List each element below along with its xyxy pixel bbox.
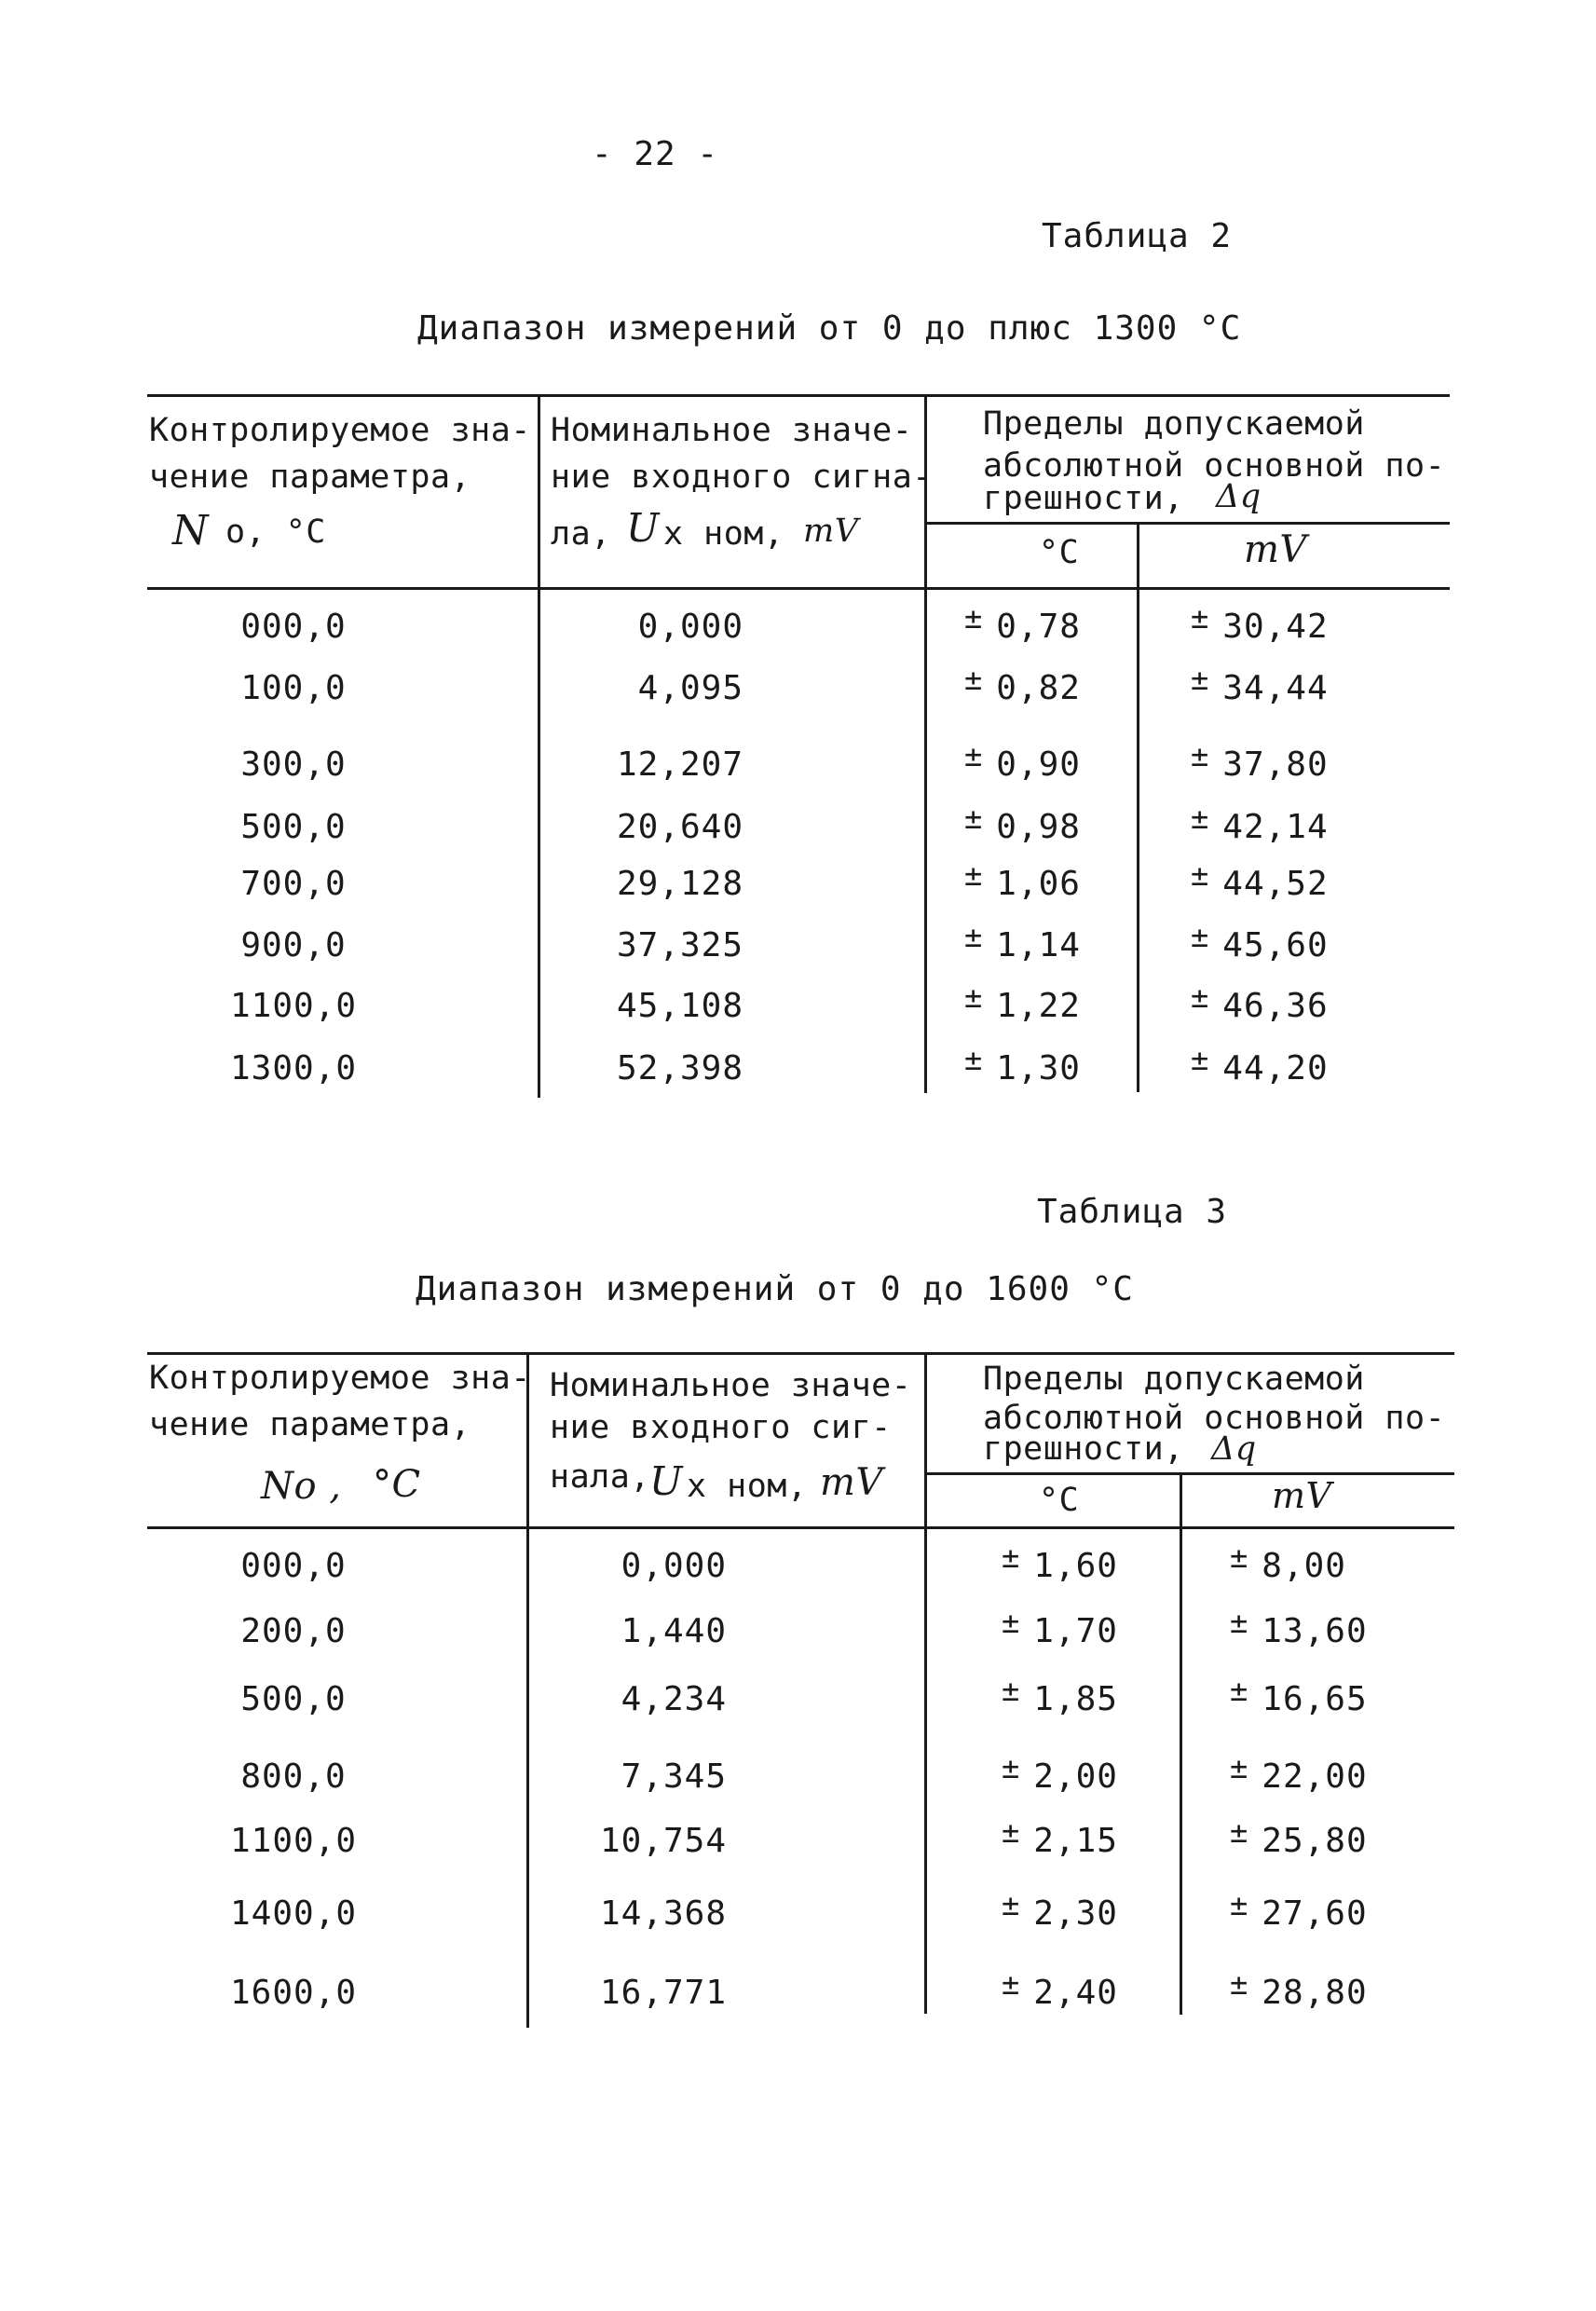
plus-minus-sign: ± — [964, 662, 984, 697]
row-param-value: 500,0 — [240, 808, 347, 846]
table-3-h3-line3: грешности, — [983, 1430, 1184, 1468]
plus-minus-sign: ± — [1230, 1673, 1249, 1708]
row-nominal-signal: 10,754 — [599, 1822, 727, 1860]
row-param-value: 200,0 — [240, 1612, 347, 1650]
row-error-mv: ± 25,80 — [1230, 1814, 1368, 1860]
plus-minus-sign: ± — [1230, 1814, 1249, 1850]
table-3-h2-unit-mv: mV — [820, 1461, 883, 1504]
table-3-sub-c: °С — [1039, 1482, 1080, 1519]
plus-minus-sign: ± — [964, 800, 984, 836]
row-param-value: 1300,0 — [229, 1049, 358, 1087]
table-2-h1-symbol: N — [172, 507, 209, 554]
row-error-c: ± 1,60 — [1002, 1539, 1118, 1585]
row-param-value: 000,0 — [240, 1547, 347, 1585]
row-param-value: 500,0 — [240, 1680, 347, 1718]
row-error-c: ± 1,70 — [1002, 1605, 1118, 1650]
plus-minus-sign: ± — [964, 600, 984, 636]
table-3-header-rule — [147, 1526, 1454, 1529]
row-nominal-signal: 4,234 — [621, 1680, 727, 1718]
row-param-value: 900,0 — [240, 926, 347, 964]
table-2-h2-line2: ние входного сигна- — [551, 458, 933, 496]
row-error-mv: ± 13,60 — [1230, 1605, 1368, 1650]
table-3-h3-symbol: Δq — [1211, 1430, 1257, 1468]
plus-minus-sign: ± — [1191, 979, 1210, 1015]
table-2-col-divider-3 — [1137, 524, 1139, 1092]
plus-minus-sign: ± — [1002, 1814, 1021, 1850]
table-2-h2-symbol: U — [626, 505, 660, 551]
row-error-mv: ± 46,36 — [1191, 979, 1329, 1025]
plus-minus-sign: ± — [1002, 1673, 1021, 1708]
plus-minus-sign: ± — [1002, 1605, 1021, 1640]
plus-minus-sign: ± — [1002, 1966, 1021, 2002]
row-error-c: ± 2,00 — [1002, 1750, 1118, 1796]
row-error-mv: ± 34,44 — [1191, 662, 1329, 707]
row-param-value: 1100,0 — [229, 987, 358, 1025]
plus-minus-sign: ± — [964, 919, 984, 954]
row-error-mv: ± 42,14 — [1191, 800, 1329, 846]
plus-minus-sign: ± — [1230, 1750, 1249, 1785]
row-error-c: ± 1,06 — [964, 857, 1081, 903]
row-param-value: 100,0 — [240, 669, 347, 707]
plus-minus-sign: ± — [1191, 662, 1210, 697]
table-3-h2-line3: нала, — [550, 1458, 650, 1496]
row-error-mv: ± 8,00 — [1230, 1539, 1346, 1585]
row-param-value: 300,0 — [240, 745, 347, 784]
row-error-mv: ± 45,60 — [1191, 919, 1329, 964]
row-error-c: ± 0,98 — [964, 800, 1081, 846]
plus-minus-sign: ± — [1191, 919, 1210, 954]
row-error-c: ± 2,15 — [1002, 1814, 1118, 1860]
row-nominal-signal: 0,000 — [637, 608, 743, 646]
table-3-col-divider-2 — [924, 1352, 927, 2014]
row-error-c: ± 0,82 — [964, 662, 1081, 707]
table-3-h3-line2: абсолютной основной по- — [983, 1400, 1446, 1437]
row-error-mv: ± 44,20 — [1191, 1042, 1329, 1087]
plus-minus-sign: ± — [1002, 1539, 1021, 1575]
row-error-c: ± 1,30 — [964, 1042, 1081, 1087]
row-nominal-signal: 7,345 — [621, 1757, 727, 1796]
plus-minus-sign: ± — [964, 979, 984, 1015]
page-number: - 22 - — [592, 135, 719, 173]
row-nominal-signal: 52,398 — [616, 1049, 743, 1087]
table-3-h1-line2: чение параметра, — [149, 1406, 471, 1443]
row-param-value: 1400,0 — [229, 1894, 358, 1933]
table-2-h1-line2: чение параметра, — [149, 458, 471, 496]
row-error-c: ± 0,90 — [964, 738, 1081, 784]
plus-minus-sign: ± — [1191, 1042, 1210, 1077]
row-error-mv: ± 22,00 — [1230, 1750, 1368, 1796]
table-3-h1-unit: °C — [373, 1463, 421, 1506]
plus-minus-sign: ± — [1002, 1750, 1021, 1785]
table-2-header-rule — [147, 587, 1450, 590]
table-3-h1-symbol: No , — [261, 1465, 342, 1508]
table-3-col-divider-3 — [1180, 1474, 1182, 2015]
row-error-mv: ± 44,52 — [1191, 857, 1329, 903]
plus-minus-sign: ± — [1230, 1966, 1249, 2002]
table-2-sub-c: °С — [1039, 534, 1080, 571]
row-error-c: ± 1,14 — [964, 919, 1081, 964]
row-param-value: 000,0 — [240, 608, 347, 646]
table-2-h3-line2: абсолютной основной по- — [983, 447, 1446, 485]
plus-minus-sign: ± — [1191, 800, 1210, 836]
plus-minus-sign: ± — [1191, 600, 1210, 636]
row-error-mv: ± 37,80 — [1191, 738, 1329, 784]
row-nominal-signal: 1,440 — [621, 1612, 727, 1650]
plus-minus-sign: ± — [1191, 857, 1210, 893]
row-error-c: ± 2,40 — [1002, 1966, 1118, 2012]
plus-minus-sign: ± — [964, 738, 984, 773]
table-3-title: Диапазон измерений от 0 до 1600 °С — [416, 1270, 1134, 1308]
table-3-sub-mv: mV — [1272, 1475, 1332, 1516]
row-nominal-signal: 0,000 — [621, 1547, 727, 1585]
plus-minus-sign: ± — [1002, 1887, 1021, 1922]
table-2-h3-line1: Пределы допускаемой — [983, 405, 1365, 443]
row-error-c: ± 1,85 — [1002, 1673, 1118, 1718]
table-2-h1-unit: о, °С — [225, 513, 326, 551]
table-2-h2-unit-mv: mV — [803, 513, 859, 550]
row-nominal-signal: 14,368 — [599, 1894, 727, 1933]
plus-minus-sign: ± — [1230, 1539, 1249, 1575]
row-param-value: 800,0 — [240, 1757, 347, 1796]
plus-minus-sign: ± — [1191, 738, 1210, 773]
row-nominal-signal: 4,095 — [637, 669, 743, 707]
row-error-mv: ± 30,42 — [1191, 600, 1329, 646]
row-nominal-signal: 20,640 — [616, 808, 743, 846]
row-error-c: ± 1,22 — [964, 979, 1081, 1025]
table-2-top-rule — [147, 394, 1450, 397]
row-nominal-signal: 37,325 — [616, 926, 743, 964]
table-2-caption: Таблица 2 — [1042, 217, 1233, 255]
table-3-h2-line2: ние входного сиг- — [550, 1409, 892, 1446]
row-error-mv: ± 16,65 — [1230, 1673, 1368, 1718]
table-3-h2-symbol: U — [649, 1458, 683, 1504]
table-2-h3-symbol: Δq — [1216, 478, 1262, 515]
table-3-subheader-rule — [925, 1472, 1454, 1475]
table-2-h3-line3: грешности, — [983, 480, 1184, 517]
row-param-value: 1600,0 — [229, 1974, 358, 2012]
table-2-sub-mv: mV — [1244, 528, 1307, 571]
row-nominal-signal: 29,128 — [616, 865, 743, 903]
table-2-title: Диапазон измерений от 0 до плюс 1300 °С — [417, 309, 1242, 348]
plus-minus-sign: ± — [964, 857, 984, 893]
table-2-subheader-rule — [925, 522, 1450, 525]
row-param-value: 700,0 — [240, 865, 347, 903]
table-3-h2-unit: х ном, — [687, 1468, 808, 1505]
table-3-caption: Таблица 3 — [1037, 1193, 1228, 1231]
table-2-h2-line1: Номинальное значе- — [551, 412, 913, 449]
row-error-mv: ± 28,80 — [1230, 1966, 1368, 2012]
row-nominal-signal: 16,771 — [599, 1974, 727, 2012]
row-error-c: ± 0,78 — [964, 600, 1081, 646]
plus-minus-sign: ± — [1230, 1887, 1249, 1922]
table-3-h1-line1: Контролируемое зна- — [149, 1360, 531, 1397]
table-2-h2-unit: х ном, — [663, 515, 784, 553]
table-3-h2-line1: Номинальное значе- — [550, 1367, 912, 1404]
row-param-value: 1100,0 — [229, 1822, 358, 1860]
row-error-mv: ± 27,60 — [1230, 1887, 1368, 1933]
table-2-h1-line1: Контролируемое зна- — [149, 412, 531, 449]
row-nominal-signal: 45,108 — [616, 987, 743, 1025]
table-2-h2-line3: ла, — [551, 515, 611, 553]
plus-minus-sign: ± — [964, 1042, 984, 1077]
plus-minus-sign: ± — [1230, 1605, 1249, 1640]
table-3-h3-line1: Пределы допускаемой — [983, 1361, 1365, 1398]
row-nominal-signal: 12,207 — [616, 745, 743, 784]
row-error-c: ± 2,30 — [1002, 1887, 1118, 1933]
